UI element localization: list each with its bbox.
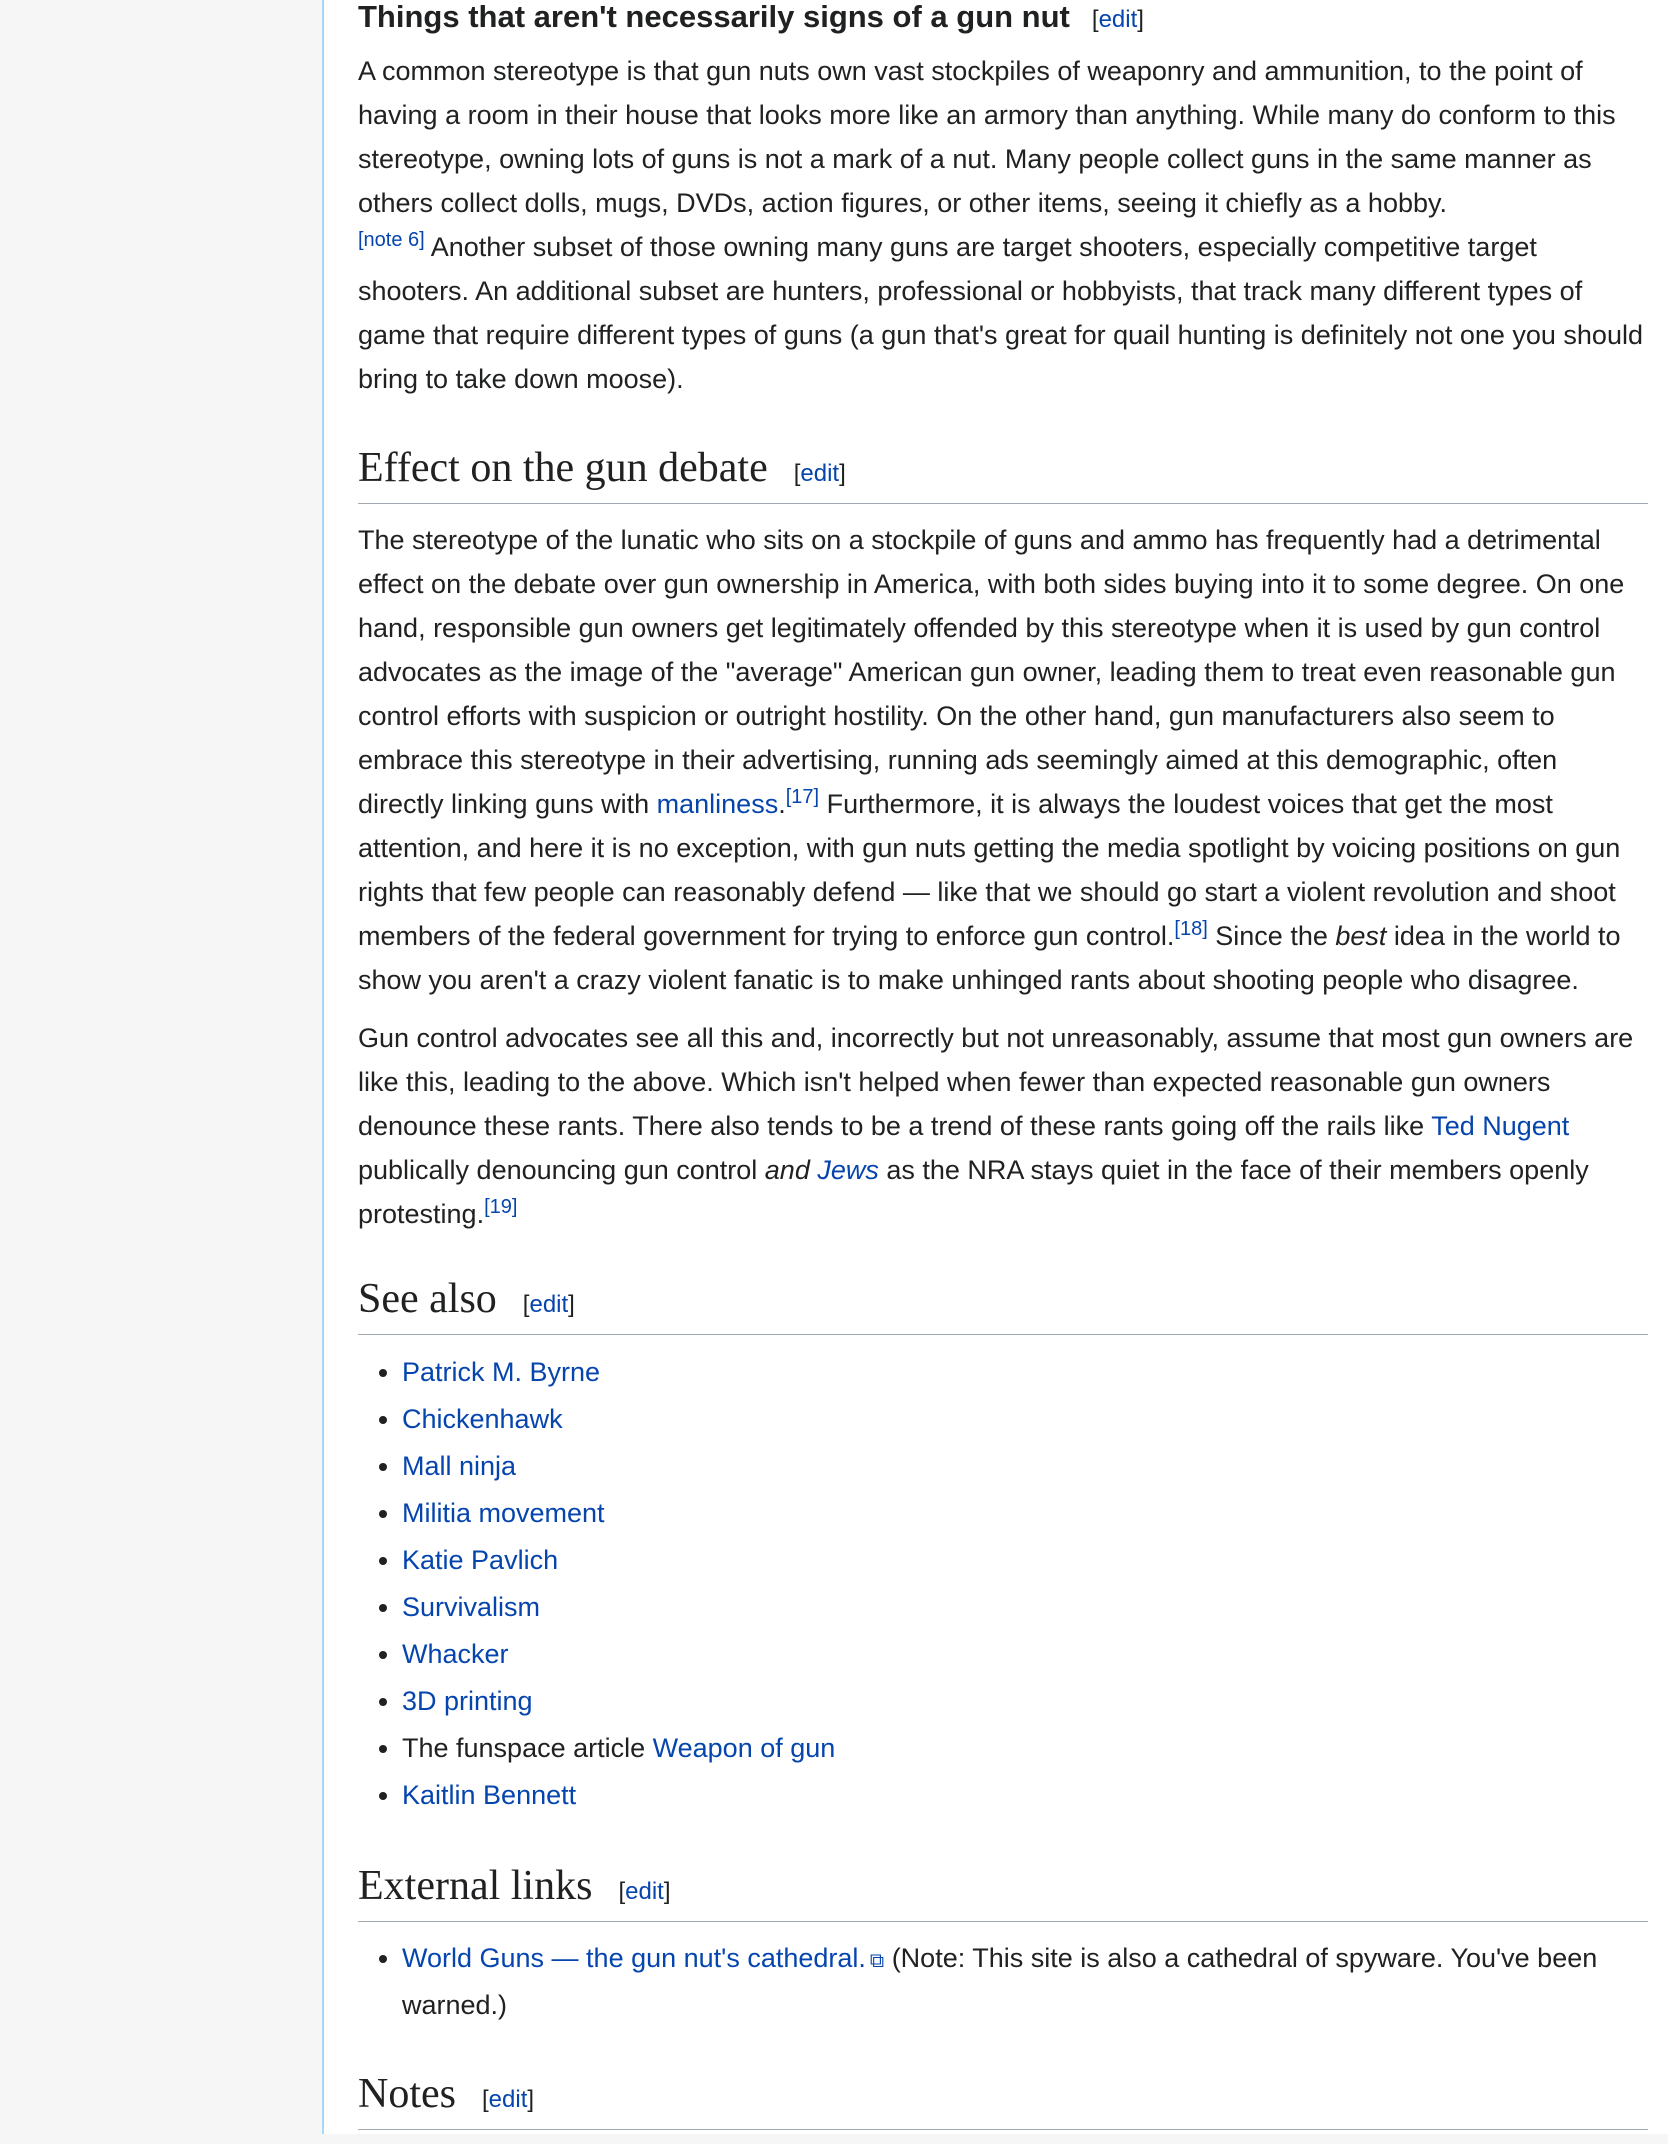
edit-section-notes: [edit] bbox=[482, 2086, 535, 2113]
article-content bbox=[322, 0, 1668, 2134]
text-segment: . bbox=[778, 789, 786, 819]
text-segment: Since the bbox=[1207, 921, 1336, 951]
see-also-link[interactable]: Chickenhawk bbox=[402, 1404, 563, 1434]
heading-effect-title: Effect on the gun debate bbox=[358, 445, 768, 491]
heading-notes bbox=[358, 2067, 1648, 2130]
jews-link-text: Jews bbox=[817, 1155, 879, 1185]
heading-external-title: External links bbox=[358, 1863, 593, 1909]
edit-section-not-signs: [edit] bbox=[1091, 6, 1144, 33]
edit-section-see-also: [edit] bbox=[522, 1291, 575, 1318]
external-link-icon: ⧉ bbox=[869, 1950, 885, 1972]
see-also-list bbox=[358, 1349, 1648, 1819]
edit-link-notes[interactable]: edit bbox=[488, 2086, 528, 2113]
world-guns-link[interactable]: World Guns — the gun nut's cathedral. bbox=[402, 1943, 866, 1973]
ted-nugent-link[interactable]: Ted Nugent bbox=[1431, 1111, 1570, 1141]
see-also-link[interactable]: Militia movement bbox=[402, 1498, 605, 1528]
paragraph-not-signs bbox=[358, 49, 1648, 401]
ref-18-link[interactable]: [18] bbox=[1174, 918, 1208, 940]
note-6-ref[interactable] bbox=[358, 229, 425, 251]
heading-notes-title: Notes bbox=[358, 2071, 456, 2117]
emphasis-best: best bbox=[1335, 921, 1387, 951]
emphasis-and: and bbox=[764, 1155, 810, 1185]
list-item bbox=[402, 1631, 1648, 1678]
heading-see-also bbox=[358, 1272, 1648, 1335]
text-segment: as the NRA stays quiet in the face of their members openly protesting. bbox=[358, 1155, 1589, 1229]
heading-external-links bbox=[358, 1859, 1648, 1922]
external-links-list bbox=[358, 1936, 1648, 2027]
list-item bbox=[402, 1537, 1648, 1584]
list-item bbox=[402, 1443, 1648, 1490]
ref-18[interactable] bbox=[1174, 918, 1207, 940]
see-also-link[interactable]: Patrick M. Byrne bbox=[402, 1357, 601, 1387]
ref-17-link[interactable]: [17] bbox=[785, 786, 820, 808]
see-also-link[interactable]: Survivalism bbox=[402, 1592, 541, 1622]
see-also-link[interactable]: 3D printing bbox=[402, 1686, 533, 1716]
list-item bbox=[402, 1678, 1648, 1725]
list-item bbox=[402, 1349, 1648, 1396]
text-segment: publically denouncing gun control bbox=[358, 1155, 765, 1185]
text-segment: A common stereotype is that gun nuts own vast stockpiles of weaponry and ammunition, to the point of having a room in their house that looks more like an armory than anything. While many do conform to this stereotype, owning lots of guns is not a mark of a nut. Many people collect guns in the same manner as others collect dolls, mugs, DVDs, action figures, or other items, seeing it chiefly as a hobby. bbox=[358, 56, 1616, 218]
ref-19[interactable] bbox=[484, 1196, 517, 1218]
heading-effect bbox=[358, 441, 1648, 504]
see-also-link[interactable]: Kaitlin Bennett bbox=[402, 1780, 577, 1810]
edit-section-external: [edit] bbox=[618, 1878, 671, 1905]
see-also-link[interactable]: Katie Pavlich bbox=[402, 1545, 559, 1575]
text-segment: idea in the world to show you aren't a crazy violent fanatic is to make unhinged rants about shooting people who disagree. bbox=[358, 921, 1621, 995]
ref-19-link[interactable]: [19] bbox=[484, 1196, 518, 1218]
edit-section-effect: [edit] bbox=[793, 460, 846, 487]
list-item bbox=[402, 1725, 1648, 1772]
list-item bbox=[402, 1490, 1648, 1537]
manliness-link[interactable]: manliness bbox=[656, 789, 779, 819]
text-segment: Gun control advocates see all this and, incorrectly but not unreasonably, assume that most gun owners are like this, leading to the above. Which isn't helped when fewer than expected reasonable gun owners denounce these rants. There also tends to be a trend of these rants going off the rails like bbox=[358, 1023, 1634, 1141]
list-item bbox=[402, 1936, 1648, 2027]
text-segment: (Note: This site is also a cathedral of spyware. You've been warned.) bbox=[402, 1943, 1598, 2020]
ref-17[interactable] bbox=[786, 786, 819, 808]
heading-see-also-title: See also bbox=[358, 1276, 497, 1322]
jews-link[interactable] bbox=[817, 1155, 879, 1185]
list-item bbox=[402, 1396, 1648, 1443]
text-segment: Furthermore, it is always the loudest voices that get the most attention, and here it is no exception, with gun nuts getting the media spotlight by voicing positions on gun rights that few people can reasonably defend — like that we should go start a violent revolution and shoot members of the federal government for trying to enforce gun control. bbox=[358, 789, 1621, 951]
list-item bbox=[402, 1584, 1648, 1631]
see-also-link[interactable]: Weapon of gun bbox=[652, 1733, 836, 1763]
heading-not-signs-title: Things that aren't necessarily signs of a gun nut bbox=[358, 0, 1070, 34]
paragraph-effect-2 bbox=[358, 1016, 1648, 1236]
see-also-link[interactable]: Mall ninja bbox=[402, 1451, 517, 1481]
article-body bbox=[358, 0, 1648, 2144]
paragraph-effect-1 bbox=[358, 518, 1648, 1002]
see-also-link[interactable]: Whacker bbox=[402, 1639, 509, 1669]
text-segment: The stereotype of the lunatic who sits on a stockpile of guns and ammo has frequently had a detrimental effect on the debate over gun ownership in America, with both sides buying into it to some degree. On one hand, responsible gun owners get legitimately offended by this stereotype when it is used by gun control advocates as the image of the "average" American gun owner, leading them to treat even reasonable gun control efforts with suspicion or outright hostility. On the other hand, gun manufacturers also seem to embrace this stereotype in their advertising, running ads seemingly aimed at this demographic, often directly linking guns with bbox=[358, 525, 1625, 819]
edit-link-external[interactable]: edit bbox=[625, 1878, 664, 1905]
text-segment: Another subset of those owning many guns are target shooters, especially competitive target shooters. An additional subset are hunters, professional or hobbyists, that track many different types of game that require different types of guns (a gun that's great for quail hunting is definitely not one you should bring to take down moose). bbox=[358, 232, 1643, 394]
list-item bbox=[402, 1772, 1648, 1819]
edit-link-see-also[interactable]: edit bbox=[529, 1291, 569, 1318]
sidebar bbox=[0, 0, 322, 2134]
edit-link-effect[interactable]: edit bbox=[800, 460, 840, 487]
see-also-prefix: The funspace article bbox=[402, 1733, 653, 1763]
edit-link-not-signs[interactable]: edit bbox=[1098, 6, 1138, 33]
note-6-link[interactable]: [note 6] bbox=[358, 229, 425, 251]
heading-not-signs bbox=[358, 0, 1648, 37]
